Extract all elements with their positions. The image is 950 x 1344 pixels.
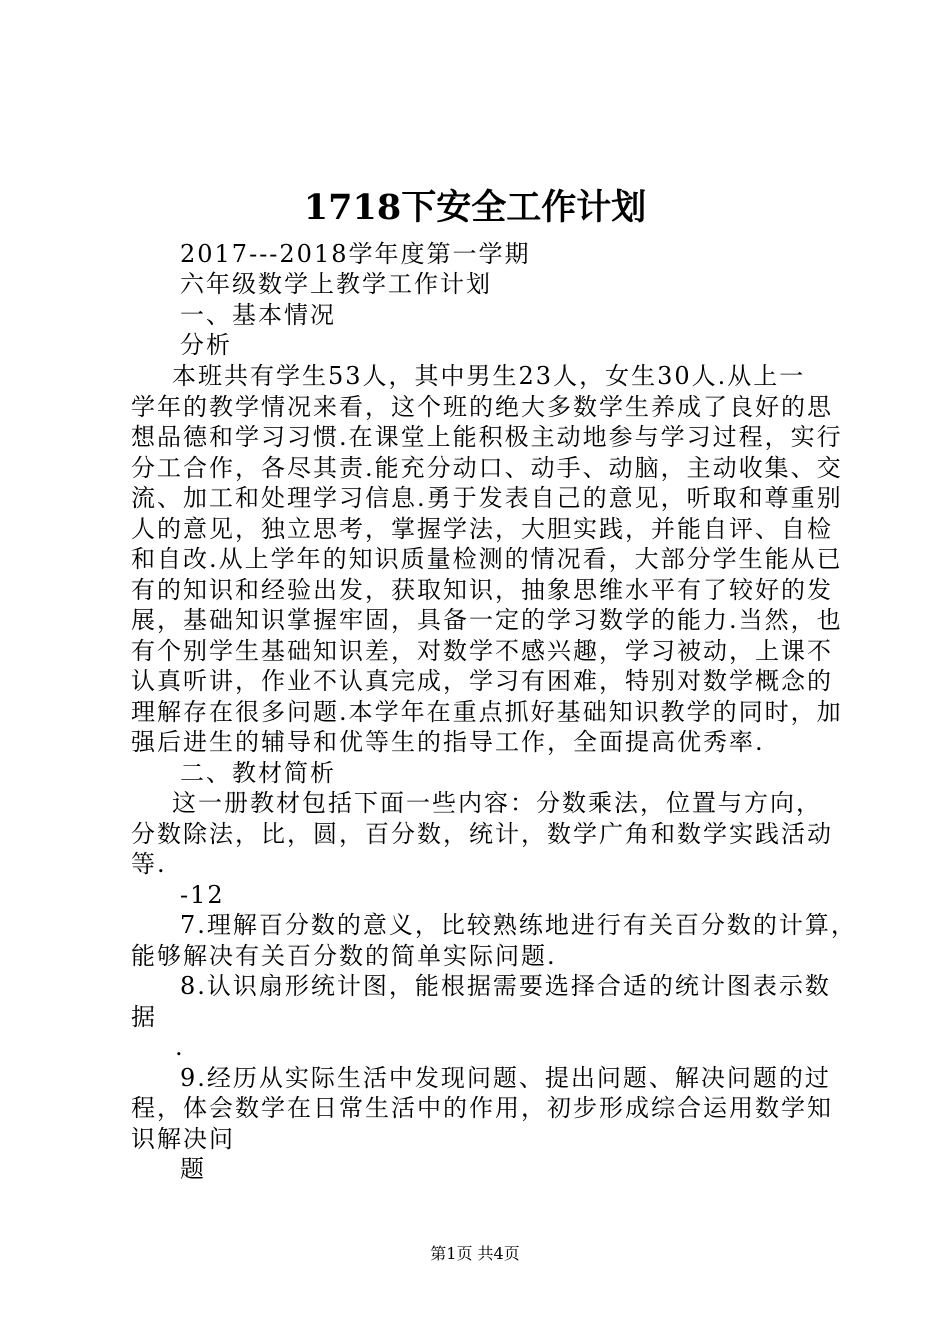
text-line: 流、加工和处理学习信息.勇于发表自己的意见，听取和尊重别 (131, 484, 843, 512)
text-line: 等. (131, 850, 167, 878)
text-line: 人的意见，独立思考，掌握学法，大胆实践，并能自评、自检 (131, 515, 833, 543)
text-line: 7.理解百分数的意义，比较熟练地进行有关百分数的计算， (180, 911, 857, 939)
text-line: 有的知识和经验出发，获取知识，抽象思维水平有了较好的发 (131, 576, 833, 604)
text-line: 本班共有学生53人，其中男生23人，女生30人.从上一 (172, 362, 806, 390)
text-line: 想品德和学习习惯.在课堂上能积极主动地参与学习过程，实行 (131, 423, 843, 451)
text-line: 展，基础知识掌握牢固，具备一定的学习数学的能力.当然，也 (131, 606, 843, 634)
section-heading: 分析 (180, 331, 232, 359)
section-heading: 二、教材简析 (180, 759, 336, 787)
text-line: 理解存在很多问题.本学年在重点抓好基础知识教学的同时，加 (131, 698, 843, 726)
text-line: 识解决问 (131, 1125, 235, 1153)
page-footer: 第1页 共4页 (430, 1244, 520, 1263)
text-line: 据 (131, 1003, 157, 1031)
text-line: 和自改.从上学年的知识质量检测的情况看，大部分学生能从已 (131, 545, 843, 573)
text-line: 能够解决有关百分数的简单实际问题. (131, 942, 557, 970)
text-line: -12 (180, 881, 225, 909)
text-line: . (175, 1033, 185, 1061)
text-line: 有个别学生基础知识差，对数学不感兴趣，学习被动，上课不 (131, 637, 833, 665)
text-line: 9.经历从实际生活中发现问题、提出问题、解决问题的过 (180, 1064, 831, 1092)
text-line: 8.认识扇形统计图，能根据需要选择合适的统计图表示数 (180, 972, 831, 1000)
text-line: 强后进生的辅导和优等生的指导工作，全面提高优秀率. (131, 728, 765, 756)
text-line: 程，体会数学在日常生活中的作用，初步形成综合运用数学知 (131, 1094, 833, 1122)
text-line: 分工合作，各尽其责.能充分动口、动手、动脑，主动收集、交 (131, 454, 843, 482)
text-line: 学年的教学情况来看，这个班的绝大多数学生养成了良好的思 (131, 393, 833, 421)
text-line: 题 (180, 1155, 206, 1183)
text-line: 2017---2018学年度第一学期 (180, 240, 531, 268)
text-line: 六年级数学上教学工作计划 (180, 270, 492, 298)
text-line: 认真听讲，作业不认真完成，学习有困难，特别对数学概念的 (131, 667, 833, 695)
text-line: 这一册教材包括下面一些内容：分数乘法，位置与方向， (172, 789, 822, 817)
section-heading: 一、基本情况 (180, 301, 336, 329)
document-title: 1718下安全工作计划 (303, 187, 647, 228)
text-line: 分数除法，比，圆，百分数，统计，数学广角和数学实践活动 (131, 820, 833, 848)
